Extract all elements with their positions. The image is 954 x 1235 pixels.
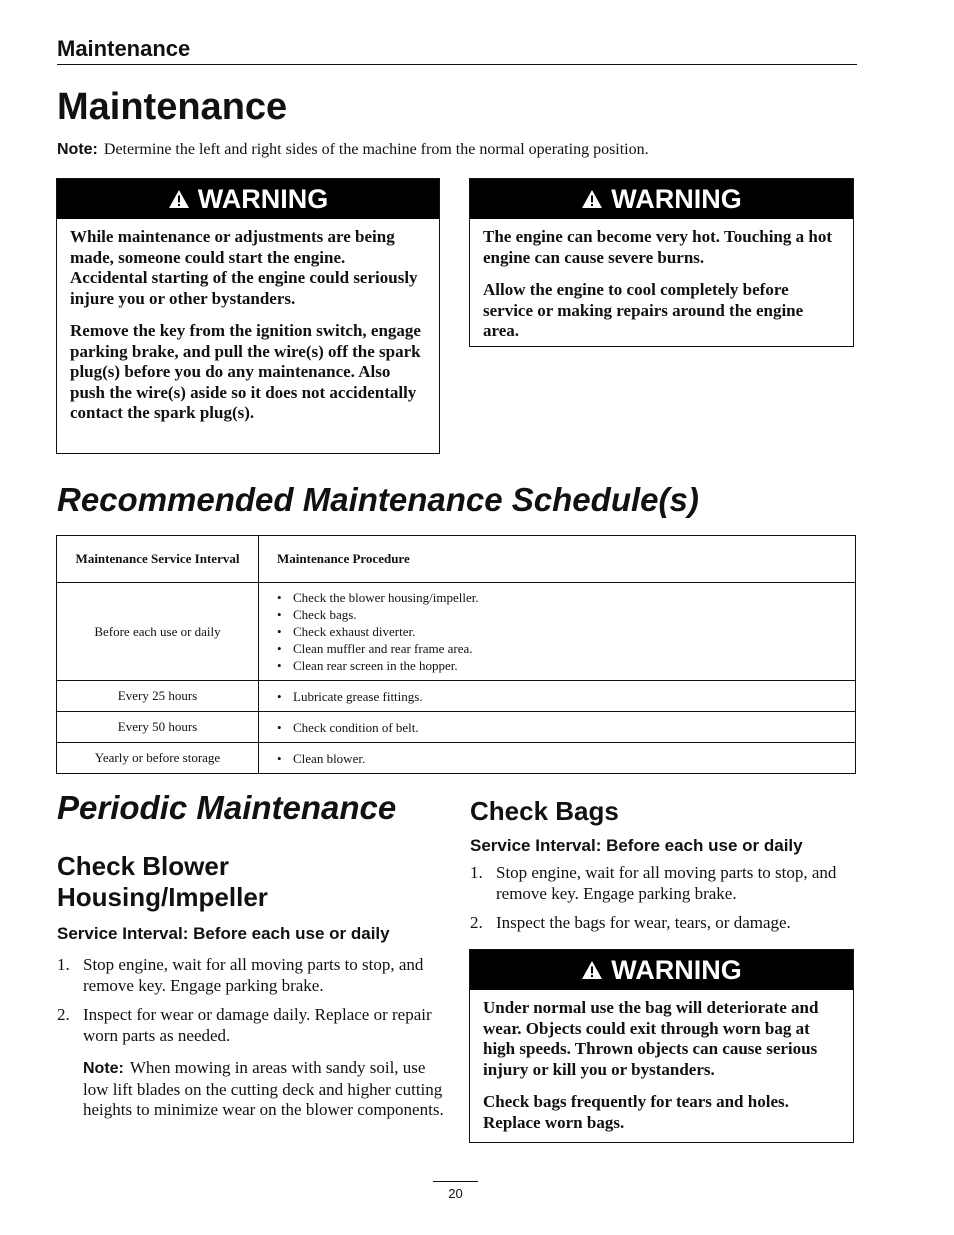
- procedure-item: • Lubricate grease fittings.: [277, 688, 855, 705]
- running-head: Maintenance: [57, 36, 191, 61]
- interval-cell: Every 25 hours: [57, 681, 259, 712]
- procedure-item: • Check condition of belt.: [277, 719, 855, 736]
- interval-cell: Before each use or daily: [57, 583, 259, 681]
- warning-body: [470, 990, 853, 1143]
- table-row: [57, 712, 856, 743]
- interval-cell: Yearly or before storage: [57, 743, 259, 774]
- maintenance-schedule-table: [56, 535, 856, 774]
- warning-label: WARNING: [611, 183, 742, 214]
- page-title: Maintenance: [57, 86, 288, 128]
- table-row: [57, 583, 856, 681]
- bags-steps-list: [470, 863, 860, 943]
- table-header-row: [57, 536, 856, 583]
- warning-header: [470, 950, 853, 990]
- warning-box-engine-start: [56, 178, 440, 454]
- note-text: Determine the left and right sides of the machine from the normal operating position.: [103, 141, 649, 158]
- procedure-item: • Clean rear screen in the hopper.: [277, 657, 855, 674]
- procedure-cell: [259, 583, 856, 681]
- page-number: 20: [448, 1186, 463, 1201]
- warning-body: [470, 219, 853, 352]
- procedure-item: • Clean blower.: [277, 750, 855, 767]
- warning-paragraph: Under normal use the bag will deteriorate and wear. Objects could exit through worn bag at high speeds. Thrown objects can cause serious injury or kill you or bystanders.: [483, 998, 819, 1079]
- step-number: 2.: [470, 913, 483, 932]
- warning-triangle-icon: [168, 185, 190, 216]
- warning-triangle-icon: [581, 185, 603, 216]
- warning-box-hot-engine: [469, 178, 854, 347]
- blower-service-interval: Service Interval: Before each use or daily: [57, 924, 390, 943]
- table-row: [57, 743, 856, 774]
- periodic-maintenance-title: Periodic Maintenance: [57, 789, 397, 826]
- step-text: Inspect the bags for wear, tears, or damage.: [496, 913, 791, 932]
- warning-paragraph: Remove the key from the ignition switch, engage parking brake, and pull the wire(s) off the spark plug(s) before you do any maintenance. Also push the wire(s) aside so it does not accidentally contact the spark plug(s).: [70, 321, 421, 422]
- step-text: Stop engine, wait for all moving parts to stop, and remove key. Engage parking brake.: [83, 955, 424, 995]
- step-text: Stop engine, wait for all moving parts to stop, and remove key. Engage parking brake.: [496, 863, 837, 903]
- column-header-procedure: Maintenance Procedure: [259, 536, 856, 583]
- procedure-cell: [259, 681, 856, 712]
- list-item: [57, 1005, 444, 1046]
- header-rule: [57, 64, 857, 65]
- note-label: Note:: [83, 1060, 124, 1077]
- table-row: [57, 681, 856, 712]
- warning-paragraph: Check bags frequently for tears and holes. Replace worn bags.: [483, 1092, 789, 1132]
- note-text: When mowing in areas with sandy soil, use low lift blades on the cutting deck and higher cutting heights to minimize wear on the blower components.: [83, 1058, 444, 1119]
- note-label: Note:: [57, 141, 98, 158]
- step-number: 2.: [57, 1005, 70, 1024]
- warning-label: WARNING: [611, 954, 742, 985]
- blower-steps-list: [57, 955, 444, 1055]
- warning-box-bags: [469, 949, 854, 1143]
- procedure-cell: [259, 712, 856, 743]
- list-item: [57, 955, 444, 996]
- procedure-cell: [259, 743, 856, 774]
- warning-triangle-icon: [581, 956, 603, 987]
- schedule-title: Recommended Maintenance Schedule(s): [57, 481, 699, 518]
- warning-body: [57, 219, 439, 434]
- bags-section-title: Check Bags: [470, 796, 619, 826]
- intro-note: [57, 141, 857, 159]
- list-item: [470, 913, 860, 934]
- blower-section-title: Check Blower Housing/Impeller: [57, 851, 268, 912]
- footer-rule: [433, 1181, 478, 1182]
- warning-header: [57, 179, 439, 219]
- procedure-item: • Check bags.: [277, 606, 855, 623]
- warning-paragraph: Allow the engine to cool completely before service or making repairs around the engine area.: [483, 280, 804, 340]
- warning-header: [470, 179, 853, 219]
- procedure-item: • Check exhaust diverter.: [277, 623, 855, 640]
- step-text: Inspect for wear or damage daily. Replace or repair worn parts as needed.: [83, 1005, 432, 1045]
- warning-paragraph: While maintenance or adjustments are being made, someone could start the engine. Accidental starting of the engine could seriously injure you or other bystanders.: [70, 227, 418, 308]
- procedure-item: • Check the blower housing/impeller.: [277, 589, 855, 606]
- step-number: 1.: [57, 955, 70, 974]
- interval-cell: Every 50 hours: [57, 712, 259, 743]
- column-header-interval: Maintenance Service Interval: [57, 536, 259, 583]
- warning-label: WARNING: [197, 183, 329, 214]
- procedure-item: • Clean muffler and rear frame area.: [277, 640, 855, 657]
- bags-service-interval: Service Interval: Before each use or daily: [470, 836, 803, 855]
- blower-note: [83, 1058, 445, 1121]
- list-item: [470, 863, 860, 904]
- step-number: 1.: [470, 863, 483, 882]
- warning-paragraph: The engine can become very hot. Touching a hot engine can cause severe burns.: [483, 227, 832, 267]
